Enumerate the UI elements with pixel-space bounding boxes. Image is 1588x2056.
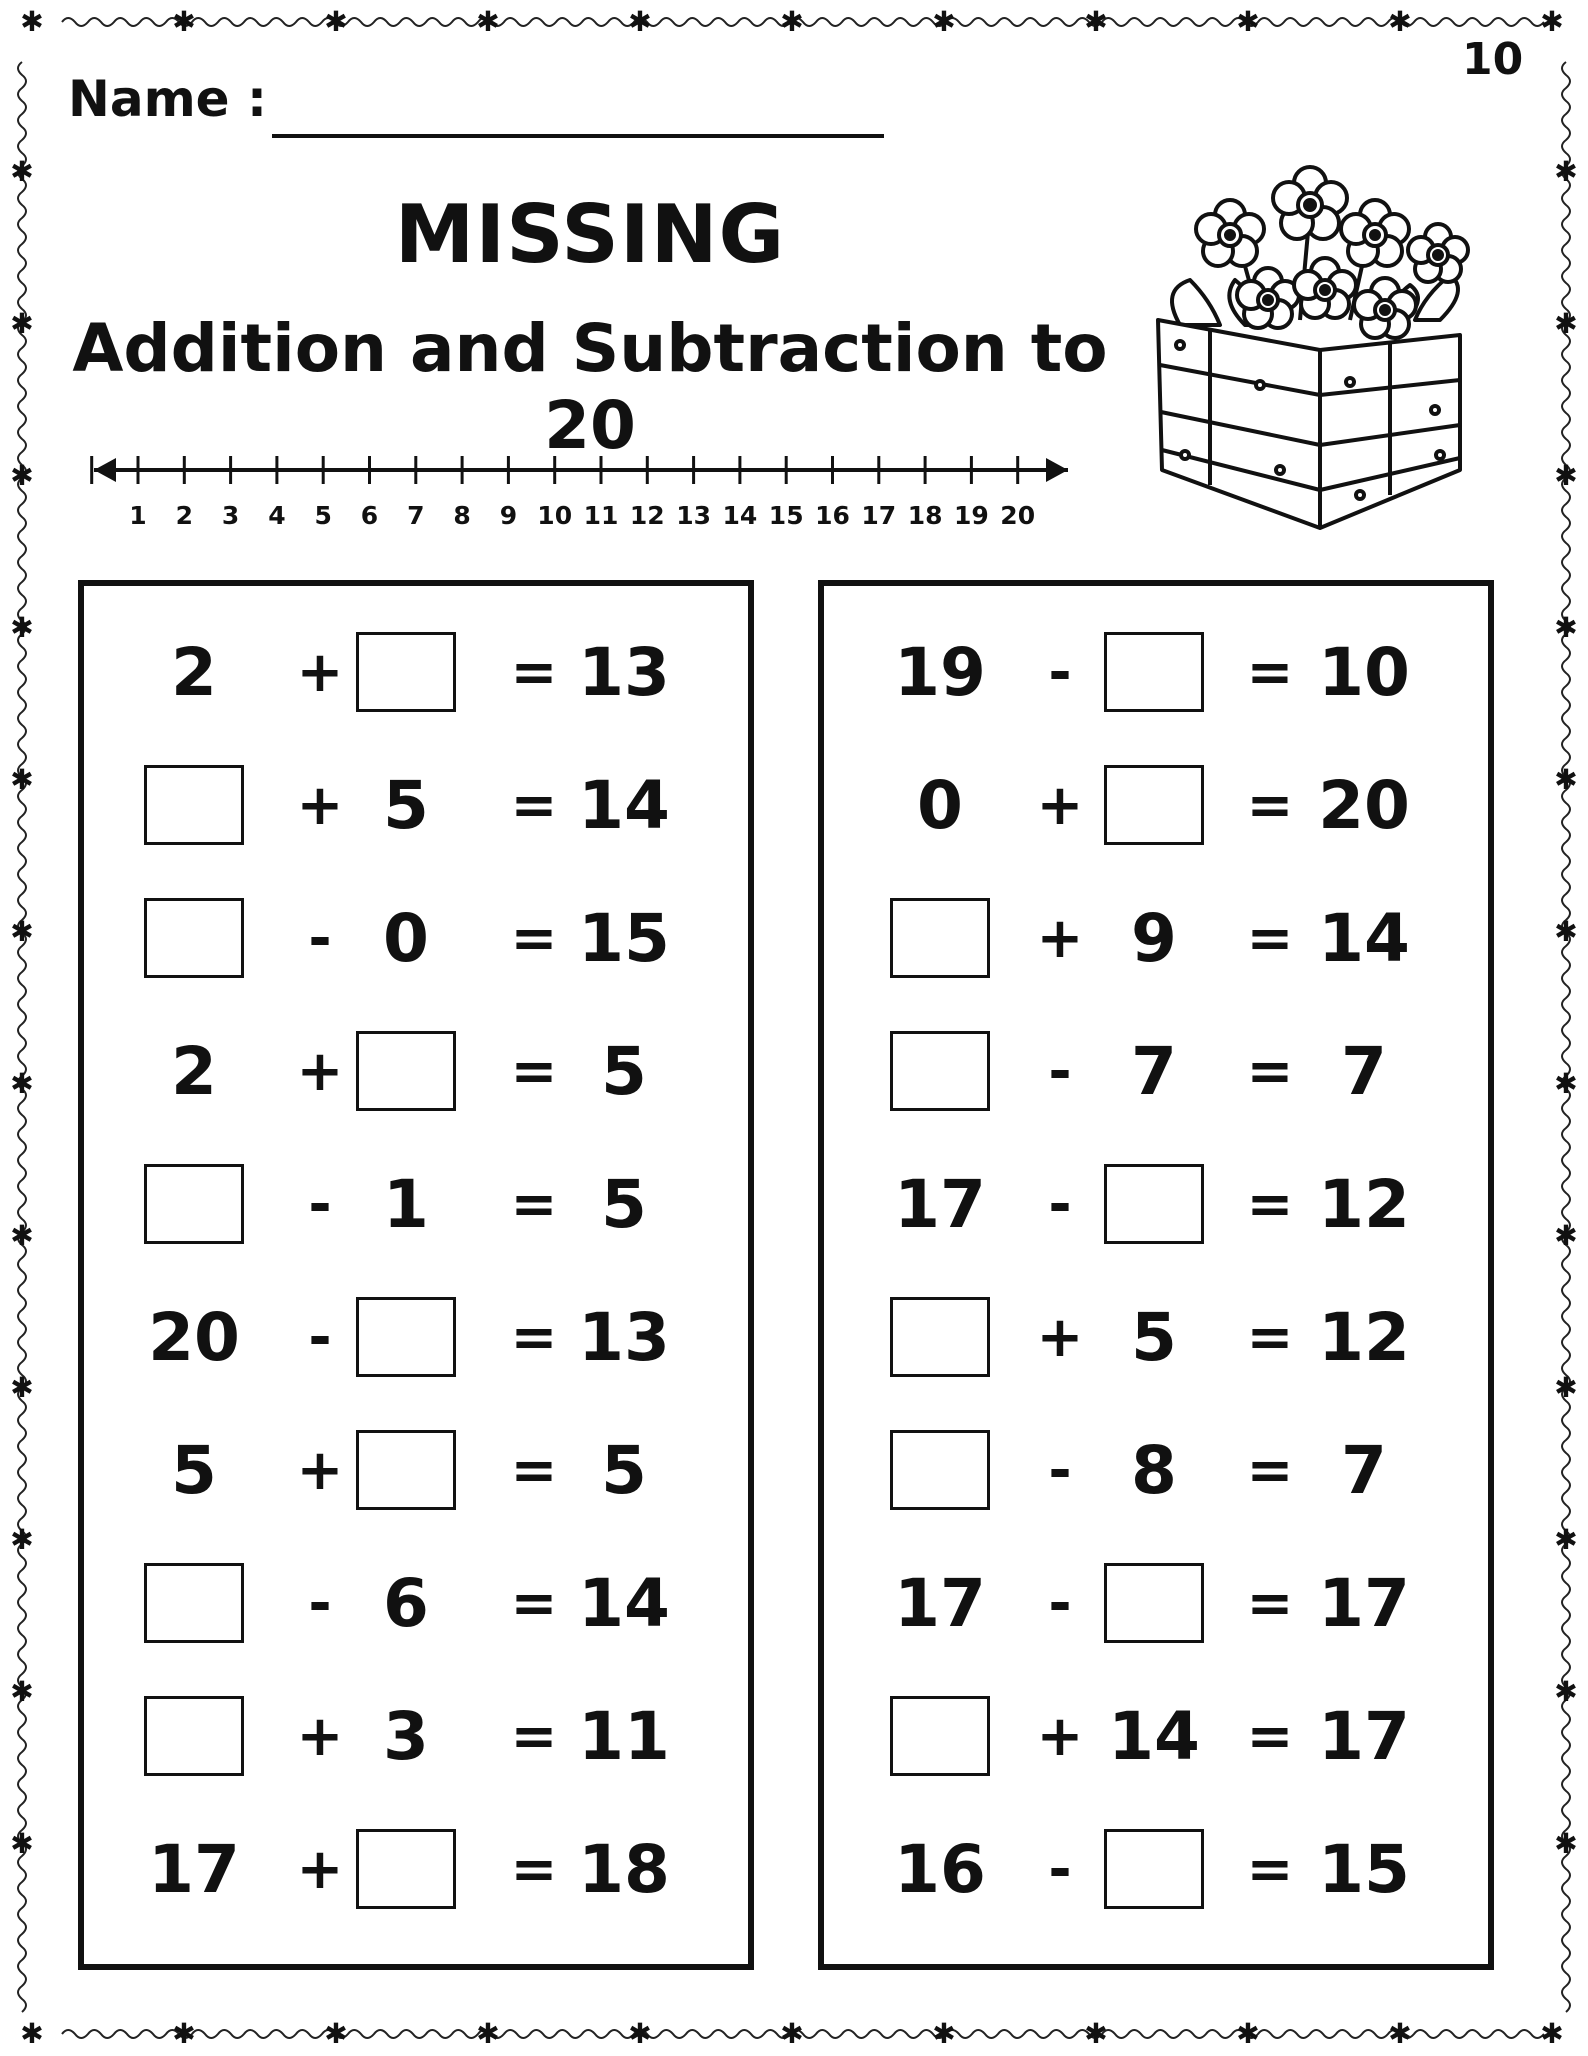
result-number: 18 [578,1830,670,1908]
border-star-icon: ✱ [324,2017,348,2050]
operator: + [1036,1703,1084,1769]
equation-row [824,622,1488,722]
equation-row [824,1154,1488,1254]
border-star-icon: ✱ [10,307,34,340]
border-star-icon: ✱ [476,5,500,38]
result-number: 13 [578,633,670,711]
equals-sign: = [1246,1038,1294,1104]
number-line-label: 16 [815,501,850,530]
equation-row [84,755,748,855]
operator: - [1048,1437,1072,1503]
number-line-label: 9 [499,501,518,530]
border-star-icon: ✱ [1554,155,1578,188]
border-star-icon: ✱ [1084,5,1108,38]
first-number: 17 [894,1165,986,1243]
equals-sign: = [510,1570,558,1636]
page-subtitle: Addition and Subtraction to 20 [72,310,1108,464]
equals-sign: = [510,1703,558,1769]
answer-box[interactable] [356,1430,456,1510]
name-label: Name : [68,70,267,128]
equals-sign: = [510,905,558,971]
border-star-icon: ✱ [1540,5,1564,38]
answer-box[interactable] [1104,1164,1204,1244]
number-line-label: 18 [907,501,943,530]
second-number: 3 [383,1697,429,1775]
result-number: 17 [1318,1564,1410,1642]
operator: - [308,1304,332,1370]
number-line-label: 15 [768,501,804,530]
number-line-label: 13 [676,501,711,530]
result-number: 7 [1341,1431,1387,1509]
result-number: 20 [1318,766,1410,844]
operator: + [1036,1304,1084,1370]
number-line-label: 4 [268,501,286,530]
equals-sign: = [1246,1570,1294,1636]
border-star-icon: ✱ [10,155,34,188]
equation-row [824,1686,1488,1786]
result-number: 15 [578,899,670,977]
border-star-icon: ✱ [1554,763,1578,796]
border-star-icon: ✱ [1554,915,1578,948]
number-line-label: 2 [175,501,194,530]
operator: + [1036,772,1084,838]
answer-box[interactable] [890,1430,990,1510]
result-number: 5 [601,1032,647,1110]
border-star-icon: ✱ [1554,1675,1578,1708]
answer-box[interactable] [356,1829,456,1909]
equation-row [824,1287,1488,1387]
operator: + [1036,905,1084,971]
operator: + [296,772,344,838]
number-line-label: 12 [629,501,665,530]
equals-sign: = [1246,1437,1294,1503]
second-number: 1 [383,1165,429,1243]
equation-row [84,1420,748,1520]
border-star-icon: ✱ [10,915,34,948]
second-number: 6 [383,1564,429,1642]
equals-sign: = [510,1038,558,1104]
result-number: 14 [578,1564,670,1642]
border-star-icon: ✱ [324,5,348,38]
border-star-icon: ✱ [10,1067,34,1100]
result-number: 5 [601,1165,647,1243]
operator: - [1048,1038,1072,1104]
border-star-icon: ✱ [932,5,956,38]
border-star-icon: ✱ [10,459,34,492]
operator: - [1048,639,1072,705]
second-number: 0 [383,899,429,977]
border-star-icon: ✱ [1236,5,1260,38]
border-star-icon: ✱ [1554,1219,1578,1252]
right-equation-panel [818,580,1494,1970]
second-number: 8 [1131,1431,1177,1509]
result-number: 7 [1341,1032,1387,1110]
border-star-icon: ✱ [1084,2017,1108,2050]
number-line [86,444,1076,544]
result-number: 17 [1318,1697,1410,1775]
equals-sign: = [510,772,558,838]
number-line-label: 20 [1000,501,1036,530]
border-star-icon: ✱ [1554,611,1578,644]
right-arrow-icon [1046,458,1068,482]
number-line-label: 8 [453,501,471,530]
equals-sign: = [510,1171,558,1237]
border-star-icon: ✱ [780,2017,804,2050]
result-number: 12 [1318,1165,1410,1243]
answer-box[interactable] [890,1696,990,1776]
second-number: 14 [1108,1697,1200,1775]
equation-row [824,1819,1488,1919]
first-number: 0 [917,766,963,844]
equation-row [84,1154,748,1254]
border-star-icon: ✱ [10,1219,34,1252]
operator: - [1048,1171,1072,1237]
equals-sign: = [1246,1836,1294,1902]
equation-row [84,1553,748,1653]
answer-box[interactable] [144,1696,244,1776]
border-star-icon: ✱ [1554,1371,1578,1404]
first-number: 17 [148,1830,240,1908]
answer-box[interactable] [1104,1563,1204,1643]
equation-row [84,1819,748,1919]
first-number: 2 [171,1032,217,1110]
equation-row [84,622,748,722]
equals-sign: = [1246,1304,1294,1370]
name-answer-line[interactable] [272,134,884,138]
result-number: 14 [1318,899,1410,977]
flower-basket-icon [1150,150,1490,540]
number-line-label: 1 [129,501,147,530]
answer-box[interactable] [144,765,244,845]
first-number: 19 [894,633,986,711]
border-star-icon: ✱ [10,1827,34,1860]
border-star-icon: ✱ [628,5,652,38]
border-star-icon: ✱ [20,2017,44,2050]
answer-box[interactable] [890,1031,990,1111]
answer-box[interactable] [144,898,244,978]
operator: + [296,1437,344,1503]
equals-sign: = [510,1304,558,1370]
answer-box[interactable] [890,1297,990,1377]
equals-sign: = [1246,905,1294,971]
equation-row [824,755,1488,855]
second-number: 9 [1131,899,1177,977]
border-star-icon: ✱ [20,5,44,38]
equation-row [824,1553,1488,1653]
operator: - [308,905,332,971]
left-arrow-icon [94,458,116,482]
equals-sign: = [1246,772,1294,838]
equals-sign: = [510,1836,558,1902]
border-star-icon: ✱ [1554,1067,1578,1100]
operator: - [308,1171,332,1237]
border-star-icon: ✱ [1540,2017,1564,2050]
left-equation-panel [78,580,754,1970]
border-star-icon: ✱ [10,1675,34,1708]
operator: - [1048,1570,1072,1636]
border-star-icon: ✱ [1554,307,1578,340]
equation-row [824,888,1488,988]
number-line-label: 3 [221,501,240,530]
page-title: MISSING [394,188,786,281]
answer-box[interactable] [1104,632,1204,712]
result-number: 5 [601,1431,647,1509]
second-number: 7 [1131,1032,1177,1110]
border-star-icon: ✱ [1554,1523,1578,1556]
number-line-label: 17 [861,501,897,530]
answer-box[interactable] [144,1563,244,1643]
answer-box[interactable] [356,1297,456,1377]
number-line-label: 5 [314,501,332,530]
result-number: 10 [1318,633,1410,711]
answer-box[interactable] [356,632,456,712]
second-number: 5 [1131,1298,1177,1376]
operator: + [296,1836,344,1902]
result-number: 13 [578,1298,670,1376]
number-line-label: 14 [722,501,758,530]
border-star-icon: ✱ [10,1371,34,1404]
border-star-icon: ✱ [1388,5,1412,38]
border-star-icon: ✱ [172,2017,196,2050]
border-star-icon: ✱ [172,5,196,38]
border-star-icon: ✱ [932,2017,956,2050]
first-number: 2 [171,633,217,711]
result-number: 15 [1318,1830,1410,1908]
answer-box[interactable] [1104,1829,1204,1909]
border-star-icon: ✱ [10,763,34,796]
result-number: 11 [578,1697,670,1775]
border-star-icon: ✱ [780,5,804,38]
equation-row [824,1021,1488,1121]
equals-sign: = [1246,1703,1294,1769]
equation-row [84,1287,748,1387]
equation-row [824,1420,1488,1520]
operator: + [296,639,344,705]
equation-row [84,1021,748,1121]
border-star-icon: ✱ [10,1523,34,1556]
equation-row [84,888,748,988]
first-number: 17 [894,1564,986,1642]
operator: + [296,1038,344,1104]
number-line-label: 19 [954,501,989,530]
border-star-icon: ✱ [10,611,34,644]
equals-sign: = [510,1437,558,1503]
first-number: 5 [171,1431,217,1509]
border-star-icon: ✱ [628,2017,652,2050]
second-number: 5 [383,766,429,844]
number-line-label: 11 [583,501,619,530]
border-star-icon: ✱ [1554,459,1578,492]
border-star-icon: ✱ [476,2017,500,2050]
number-line-label: 7 [407,501,425,530]
border-star-icon: ✱ [1236,2017,1260,2050]
first-number: 20 [148,1298,240,1376]
equals-sign: = [1246,1171,1294,1237]
operator: + [296,1703,344,1769]
answer-box[interactable] [890,898,990,978]
border-star-icon: ✱ [1554,1827,1578,1860]
page-number: 10 [1462,34,1524,85]
operator: - [308,1570,332,1636]
equation-row [84,1686,748,1786]
answer-box[interactable] [144,1164,244,1244]
border-star-icon: ✱ [1388,2017,1412,2050]
number-line-label: 10 [537,501,573,530]
answer-box[interactable] [1104,765,1204,845]
result-number: 12 [1318,1298,1410,1376]
operator: - [1048,1836,1072,1902]
result-number: 14 [578,766,670,844]
first-number: 16 [894,1830,986,1908]
number-line-label: 6 [360,501,379,530]
equals-sign: = [1246,639,1294,705]
equals-sign: = [510,639,558,705]
answer-box[interactable] [356,1031,456,1111]
